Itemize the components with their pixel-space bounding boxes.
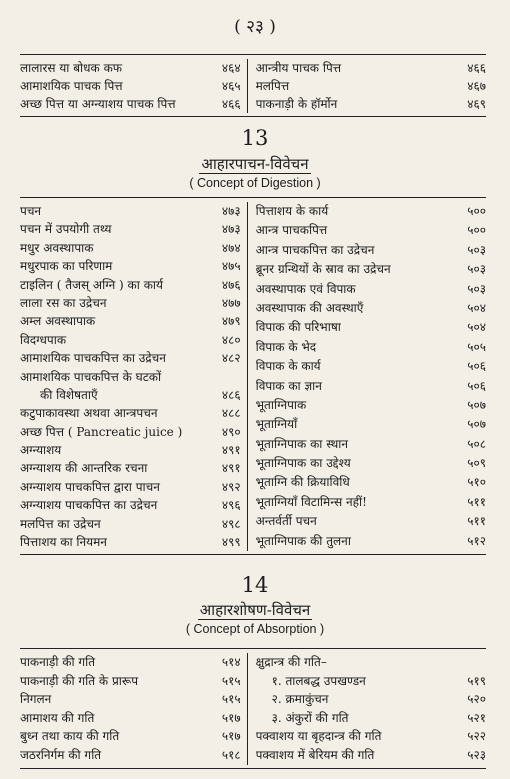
toc-entry-title: विपाक के भेद — [255, 339, 317, 354]
toc-entry-title: की विशेषताएँ — [40, 387, 98, 402]
toc-entry — [256, 95, 486, 113]
toc-entry — [256, 532, 486, 551]
toc-entry-title: पाकनाड़ी के हॉर्मोन — [255, 97, 338, 111]
toc-entry-title: मलपित्त का उद्रेचन — [20, 516, 101, 531]
chapter-title: आहारपाचन-विवेचन — [201, 155, 309, 173]
toc-entry-title: भूताग्निपाक — [255, 397, 307, 412]
toc-entry-title: भूताग्निपाक का उद्देश्य — [255, 456, 351, 471]
toc-entry — [256, 318, 486, 337]
toc-entry-page: ५१२ — [467, 533, 486, 548]
toc-entry-page: ५०७ — [467, 397, 486, 412]
toc-entry-title: मलपित्त — [255, 79, 290, 93]
toc-entry-page: ४८० — [221, 332, 241, 347]
toc-entry-title: लाला रस का उद्रेचन — [20, 295, 107, 310]
toc-entry-title: पचन — [20, 204, 42, 218]
toc-entry — [256, 690, 486, 709]
toc-entry-page: ५१० — [467, 475, 486, 490]
toc-entry-title: पक्वाशय में बेरियम की गति — [255, 747, 375, 762]
toc-entry — [20, 77, 241, 95]
toc-entry — [20, 423, 241, 441]
toc-entry-page: ४७६ — [221, 277, 241, 292]
toc-entry-title: ब्रूनर ग्रन्थियों के स्राव का उद्रेचन — [255, 262, 391, 277]
toc-entry-page: ५१५ — [221, 673, 241, 688]
toc-entry-page: ४७५ — [221, 259, 241, 274]
toc-entry-page: ५१७ — [221, 729, 241, 744]
toc-entry-page: ५१४ — [221, 655, 241, 669]
toc-entry — [20, 386, 241, 404]
toc-column-right — [248, 653, 486, 765]
toc-entry — [256, 202, 486, 221]
toc-entry — [256, 435, 486, 454]
toc-entry-page: ४७३ — [221, 222, 241, 237]
toc-entry — [256, 746, 486, 765]
toc-entry-page: ५२० — [467, 692, 486, 707]
toc-entry-title: अग्न्याशय पाचकपित्त का उद्रेचन — [20, 498, 158, 513]
toc-entry-title: विदग्धपाक — [20, 332, 67, 347]
toc-entry-title: अग्न्याशय पाचकपित्त द्वारा पाचन — [20, 479, 160, 494]
toc-entry-page: ५२३ — [467, 747, 486, 762]
toc-entry-page: ५१९ — [467, 673, 486, 688]
toc-entry-title: आन्त्रीय पाचक पित्त — [255, 61, 342, 75]
toc-entry — [256, 709, 486, 728]
toc-column-left — [20, 59, 248, 113]
toc-entry — [256, 653, 486, 672]
toc-entry — [20, 239, 241, 257]
chapter-subtitle: ( Concept of Absorption ) — [185, 622, 325, 636]
toc-entry-title: अग्न्याशय की आन्तरिक रचना — [20, 461, 148, 476]
toc-entry — [20, 672, 241, 691]
toc-entry-title: भूताग्नियाँ — [255, 417, 298, 432]
toc-entry — [256, 280, 486, 299]
toc-entry-title: भूताग्निपाक का स्थान — [255, 436, 349, 451]
toc-column-left — [20, 653, 248, 765]
toc-entry — [256, 727, 486, 746]
toc-entry — [256, 241, 486, 260]
toc-entry — [20, 404, 241, 422]
toc-entry-title: भूताग्नि की क्रियाविधि — [255, 475, 350, 490]
toc-entry — [20, 709, 241, 728]
toc-entry-title: पित्ताशय के कार्य — [255, 204, 329, 218]
toc-entry-page: ५०८ — [467, 436, 486, 451]
toc-entry-title: भूताग्नियाँ विटामिन्स नहीं! — [255, 494, 367, 509]
toc-entry-title: अच्छ पित्त ( Pancreatic juice ) — [20, 424, 183, 439]
toc-entry-page: ४८२ — [221, 351, 241, 366]
toc-entry-page: ४९२ — [221, 479, 241, 494]
toc-entry-title: पित्ताशय का नियमन — [20, 535, 107, 550]
toc-entry — [20, 276, 241, 294]
toc-entry — [20, 202, 241, 220]
toc-column-left — [20, 202, 248, 551]
toc-entry-title: जठरनिर्गम की गति — [20, 747, 102, 762]
toc-entry — [256, 338, 486, 357]
toc-entry-page: ५०३ — [467, 262, 486, 277]
toc-column-right — [248, 59, 486, 113]
chapter-subtitle: ( Concept of Digestion ) — [189, 176, 321, 190]
toc-entry — [20, 727, 241, 746]
toc-entry-page: ४७४ — [221, 240, 241, 255]
toc-entry — [20, 653, 241, 672]
toc-entry — [256, 59, 486, 77]
toc-entry — [20, 331, 241, 349]
toc-entry-title: विपाक के कार्य — [255, 359, 321, 374]
toc-entry-page: ४६५ — [221, 79, 241, 93]
toc-entry-title: आन्त्र पाचकपित्त — [255, 223, 328, 238]
toc-entry-page: ५२२ — [467, 729, 486, 744]
toc-entry-title: लालारस या बोधक कफ — [20, 61, 123, 75]
toc-entry-title: आमाशयिक पाचकपित्त का उद्रेचन — [20, 351, 166, 366]
toc-entry-page: ५१८ — [221, 747, 241, 762]
toc-entry-title: आमाशय की गति — [20, 710, 95, 725]
toc-block-chapter13 — [20, 197, 486, 555]
toc-entry-page: ५११ — [467, 514, 486, 529]
toc-entry — [256, 221, 486, 240]
toc-entry-page: ४९० — [221, 424, 241, 439]
toc-entry-title: अवस्थापाक एवं विपाक — [255, 281, 356, 296]
toc-entry — [256, 396, 486, 415]
toc-entry-title: आन्त्र पाचकपित्त का उद्रेचन — [255, 242, 375, 257]
toc-entry-page: ४६७ — [467, 79, 486, 93]
toc-entry-page: ५०७ — [467, 417, 486, 432]
toc-entry — [20, 294, 241, 312]
toc-entry-page: ५०९ — [467, 456, 486, 471]
page-number: ( २३ ) — [234, 17, 276, 37]
toc-entry — [256, 672, 486, 691]
toc-entry — [256, 260, 486, 279]
toc-entry — [20, 496, 241, 514]
toc-entry-page: ५०३ — [467, 281, 486, 296]
toc-entry — [20, 368, 241, 386]
toc-entry-page: ४६६ — [467, 61, 486, 75]
toc-entry-page: ४९६ — [221, 498, 241, 513]
toc-entry-title: आमाशयिक पाचकपित्त के घटकों — [20, 369, 162, 384]
toc-entry-page: ५११ — [467, 494, 486, 509]
toc-entry — [20, 478, 241, 496]
toc-entry — [20, 746, 241, 765]
toc-entry — [20, 59, 241, 77]
toc-entry-page: ५०० — [467, 204, 486, 218]
toc-entry-title: बुध्न तथा काय की गति — [20, 729, 120, 744]
toc-entry-page: ४७९ — [221, 314, 241, 329]
toc-entry-title: विपाक का ज्ञान — [255, 378, 322, 393]
toc-entry-page: ४८६ — [221, 387, 241, 402]
toc-entry-page: ४६६ — [221, 97, 241, 111]
toc-entry — [20, 349, 241, 367]
toc-entry-page: ५०६ — [467, 378, 486, 393]
toc-block-top — [20, 54, 486, 117]
toc-entry-title: पाकनाड़ी की गति — [20, 655, 96, 669]
toc-entry-title: कटुपाकावस्था अथवा आन्त्रपचन — [20, 406, 158, 421]
toc-entry-page: ५१७ — [221, 710, 241, 725]
toc-entry-title: विपाक की परिभाषा — [255, 320, 341, 335]
chapter-title: आहारशोषण-विवेचन — [199, 601, 311, 619]
toc-entry-page: ४९१ — [221, 461, 241, 476]
toc-entry — [256, 77, 486, 95]
toc-entry — [20, 690, 241, 709]
toc-entry — [256, 512, 486, 531]
toc-entry-page: ४६९ — [467, 97, 486, 111]
toc-entry-title: मधुरपाक का परिणाम — [20, 259, 113, 274]
toc-entry-title: निगलन — [20, 692, 52, 707]
toc-entry — [20, 220, 241, 238]
toc-entry-title: पाकनाड़ी की गति के प्रारूप — [20, 673, 139, 688]
toc-column-right — [248, 202, 486, 551]
toc-entry-page: ५०५ — [467, 339, 486, 354]
toc-entry-title: अग्न्याशय — [20, 443, 62, 458]
toc-entry — [256, 454, 486, 473]
chapter-number: 13 — [241, 126, 269, 150]
toc-entry-title: मधुर अवस्थापाक — [20, 240, 94, 255]
toc-entry-title: भूताग्निपाक की तुलना — [255, 533, 351, 548]
toc-entry — [20, 312, 241, 330]
toc-entry-title: २. क्रमाकुंचन — [271, 692, 329, 707]
toc-entry-page: ४७७ — [221, 295, 241, 310]
toc-entry-title: अच्छ पित्त या अग्न्याशय पाचक पित्त — [20, 97, 176, 111]
toc-entry-page: ५०४ — [467, 300, 486, 315]
toc-entry-title: पक्वाशय या बृहदान्त्र की गति — [255, 729, 382, 744]
toc-block-chapter14 — [20, 648, 486, 769]
toc-entry-page: ४९९ — [221, 535, 241, 550]
toc-entry-page: ४७३ — [221, 204, 241, 218]
toc-entry-title: आमाशयिक पाचक पित्त — [20, 79, 123, 93]
toc-entry-page: ५२१ — [467, 710, 486, 725]
toc-entry — [256, 415, 486, 434]
toc-entry — [20, 257, 241, 275]
toc-entry — [20, 459, 241, 477]
toc-entry — [20, 95, 241, 113]
toc-entry-page: ५०० — [467, 223, 486, 238]
toc-entry — [256, 299, 486, 318]
toc-entry — [20, 441, 241, 459]
toc-entry-title: अम्ल अवस्थापाक — [20, 314, 96, 329]
toc-entry-title: अन्तर्वर्ती पचन — [255, 514, 317, 529]
toc-entry-title: अवस्थापाक की अवस्थाएँ — [255, 300, 364, 315]
toc-entry — [256, 473, 486, 492]
toc-entry-title: क्षुद्रान्त्र की गति– — [255, 655, 327, 669]
toc-entry-page: ४९८ — [221, 516, 241, 531]
toc-entry-page: ४८८ — [221, 406, 241, 421]
toc-entry — [20, 515, 241, 533]
toc-entry-title: १. तालबद्ध उपखण्डन — [271, 673, 366, 688]
toc-entry-title: टाइलिन ( तैजस् अग्नि ) का कार्य — [20, 277, 163, 292]
toc-entry — [256, 377, 486, 396]
toc-entry — [256, 493, 486, 512]
toc-entry — [20, 533, 241, 551]
toc-entry-title: ३. अंकुरों की गति — [271, 710, 349, 725]
toc-entry-page: ४९१ — [221, 443, 241, 458]
toc-entry-page: ४६४ — [221, 61, 241, 75]
toc-entry-page: ५०६ — [467, 359, 486, 374]
toc-entry-page: ५०३ — [467, 242, 486, 257]
toc-entry-title: पचन में उपयोगी तथ्य — [20, 222, 112, 237]
toc-entry — [256, 357, 486, 376]
toc-entry-page: ५०४ — [467, 320, 486, 335]
toc-entry-page: ५१५ — [221, 692, 241, 707]
chapter-number: 14 — [241, 573, 269, 597]
